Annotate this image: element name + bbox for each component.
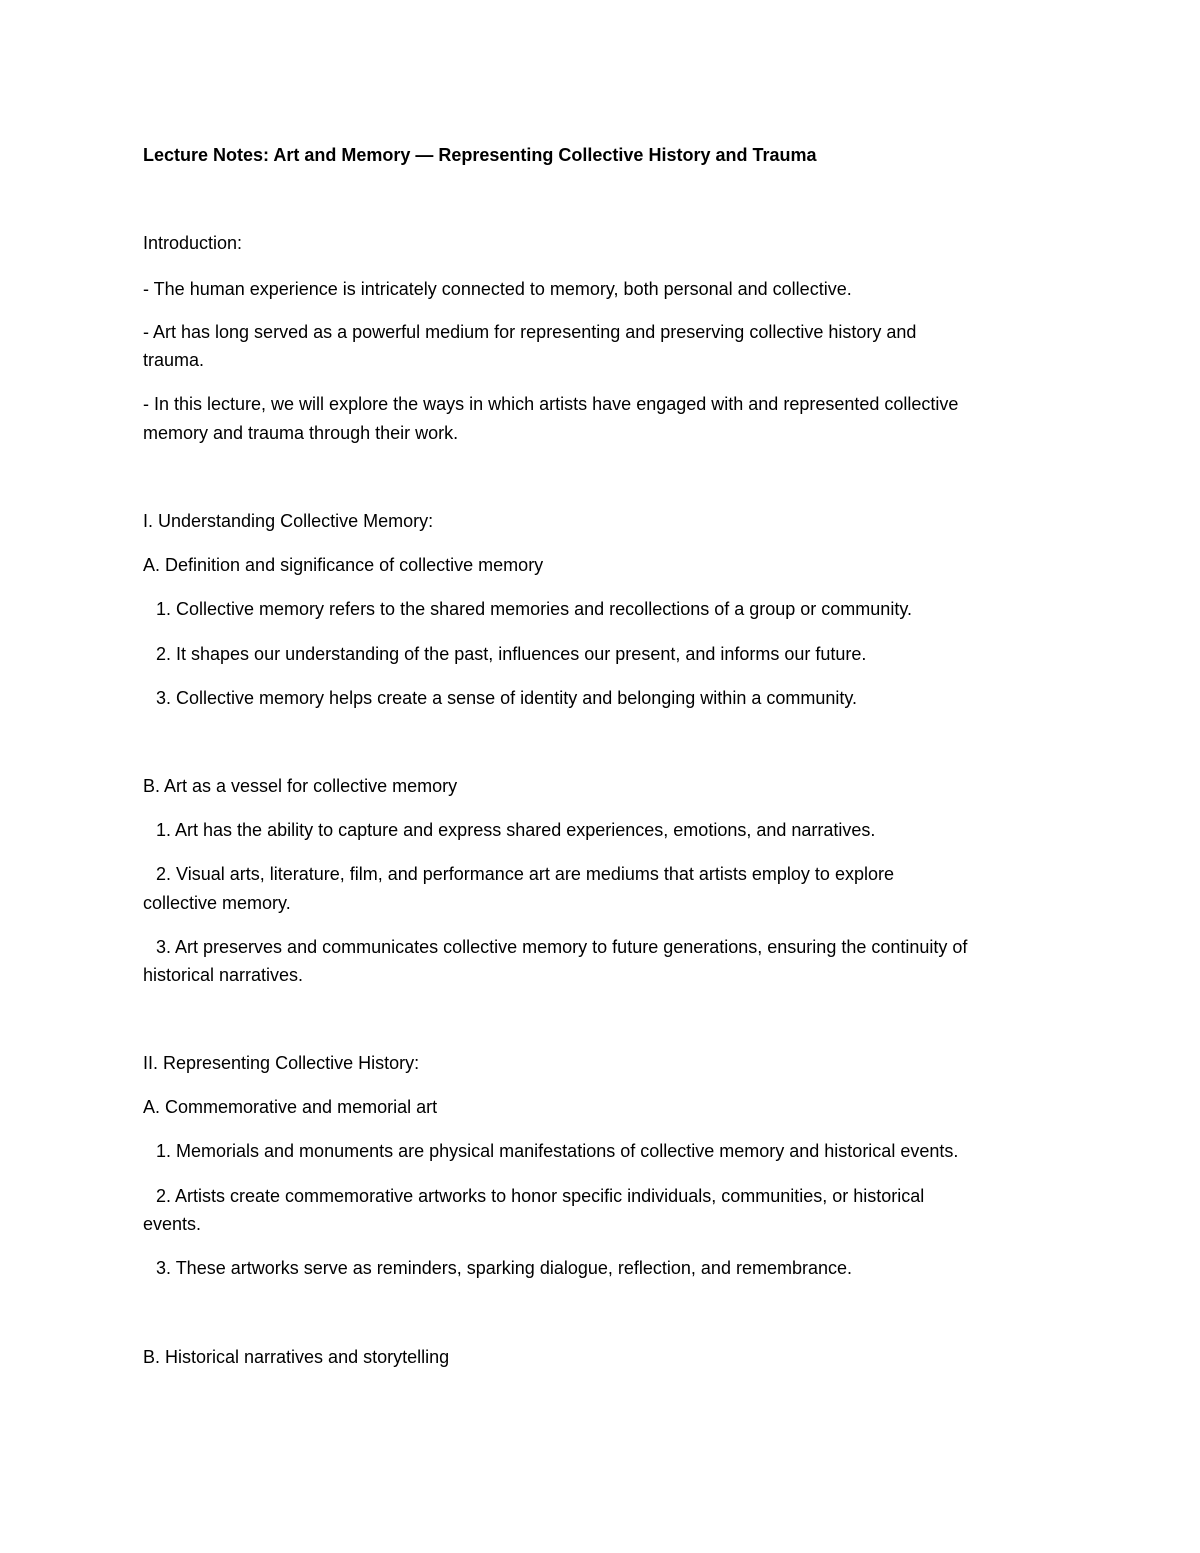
section-2a-item-3: 3. These artworks serve as reminders, sparking dialogue, reflection, and remembrance. [156,1258,852,1278]
document-title: Lecture Notes: Art and Memory — Representing Collective History and Trauma [143,145,817,165]
section-2a-heading: A. Commemorative and memorial art [143,1097,438,1117]
intro-bullet-2-line-1: - Art has long served as a powerful medium for representing and preserving collective history and [143,322,917,342]
section-2-heading: II. Representing Collective History: [143,1053,420,1073]
introduction-heading: Introduction: [143,233,243,253]
section-1b-item-1: 1. Art has the ability to capture and express shared experiences, emotions, and narratives. [156,820,876,840]
section-1a-item-3: 3. Collective memory helps create a sense of identity and belonging within a community. [156,688,858,708]
section-1b-item-3-line-2: historical narratives. [143,965,304,985]
section-2a-item-2-line-2: events. [143,1214,202,1234]
section-2b-heading: B. Historical narratives and storytelling [143,1347,450,1367]
intro-bullet-3-line-1: - In this lecture, we will explore the ways in which artists have engaged with and represented collective [143,394,959,414]
section-2a-item-1: 1. Memorials and monuments are physical manifestations of collective memory and historical events. [156,1141,959,1161]
section-1b-item-3-line-1: 3. Art preserves and communicates collective memory to future generations, ensuring the continuity of [156,937,968,957]
section-1b-item-2-line-1: 2. Visual arts, literature, film, and performance art are mediums that artists employ to explore [156,864,894,884]
intro-bullet-3-line-2: memory and trauma through their work. [143,423,459,443]
section-1b-heading: B. Art as a vessel for collective memory [143,776,458,796]
intro-bullet-1: - The human experience is intricately connected to memory, both personal and collective. [143,279,852,299]
section-1a-item-1: 1. Collective memory refers to the shared memories and recollections of a group or community. [156,599,912,619]
section-1b-item-2-line-2: collective memory. [143,893,291,913]
section-1a-item-2: 2. It shapes our understanding of the past, influences our present, and informs our future. [156,644,867,664]
intro-bullet-2-line-2: trauma. [143,350,205,370]
section-1-heading: I. Understanding Collective Memory: [143,511,434,531]
section-2a-item-2-line-1: 2. Artists create commemorative artworks to honor specific individuals, communities, or historical [156,1186,925,1206]
section-1a-heading: A. Definition and significance of collective memory [143,555,544,575]
